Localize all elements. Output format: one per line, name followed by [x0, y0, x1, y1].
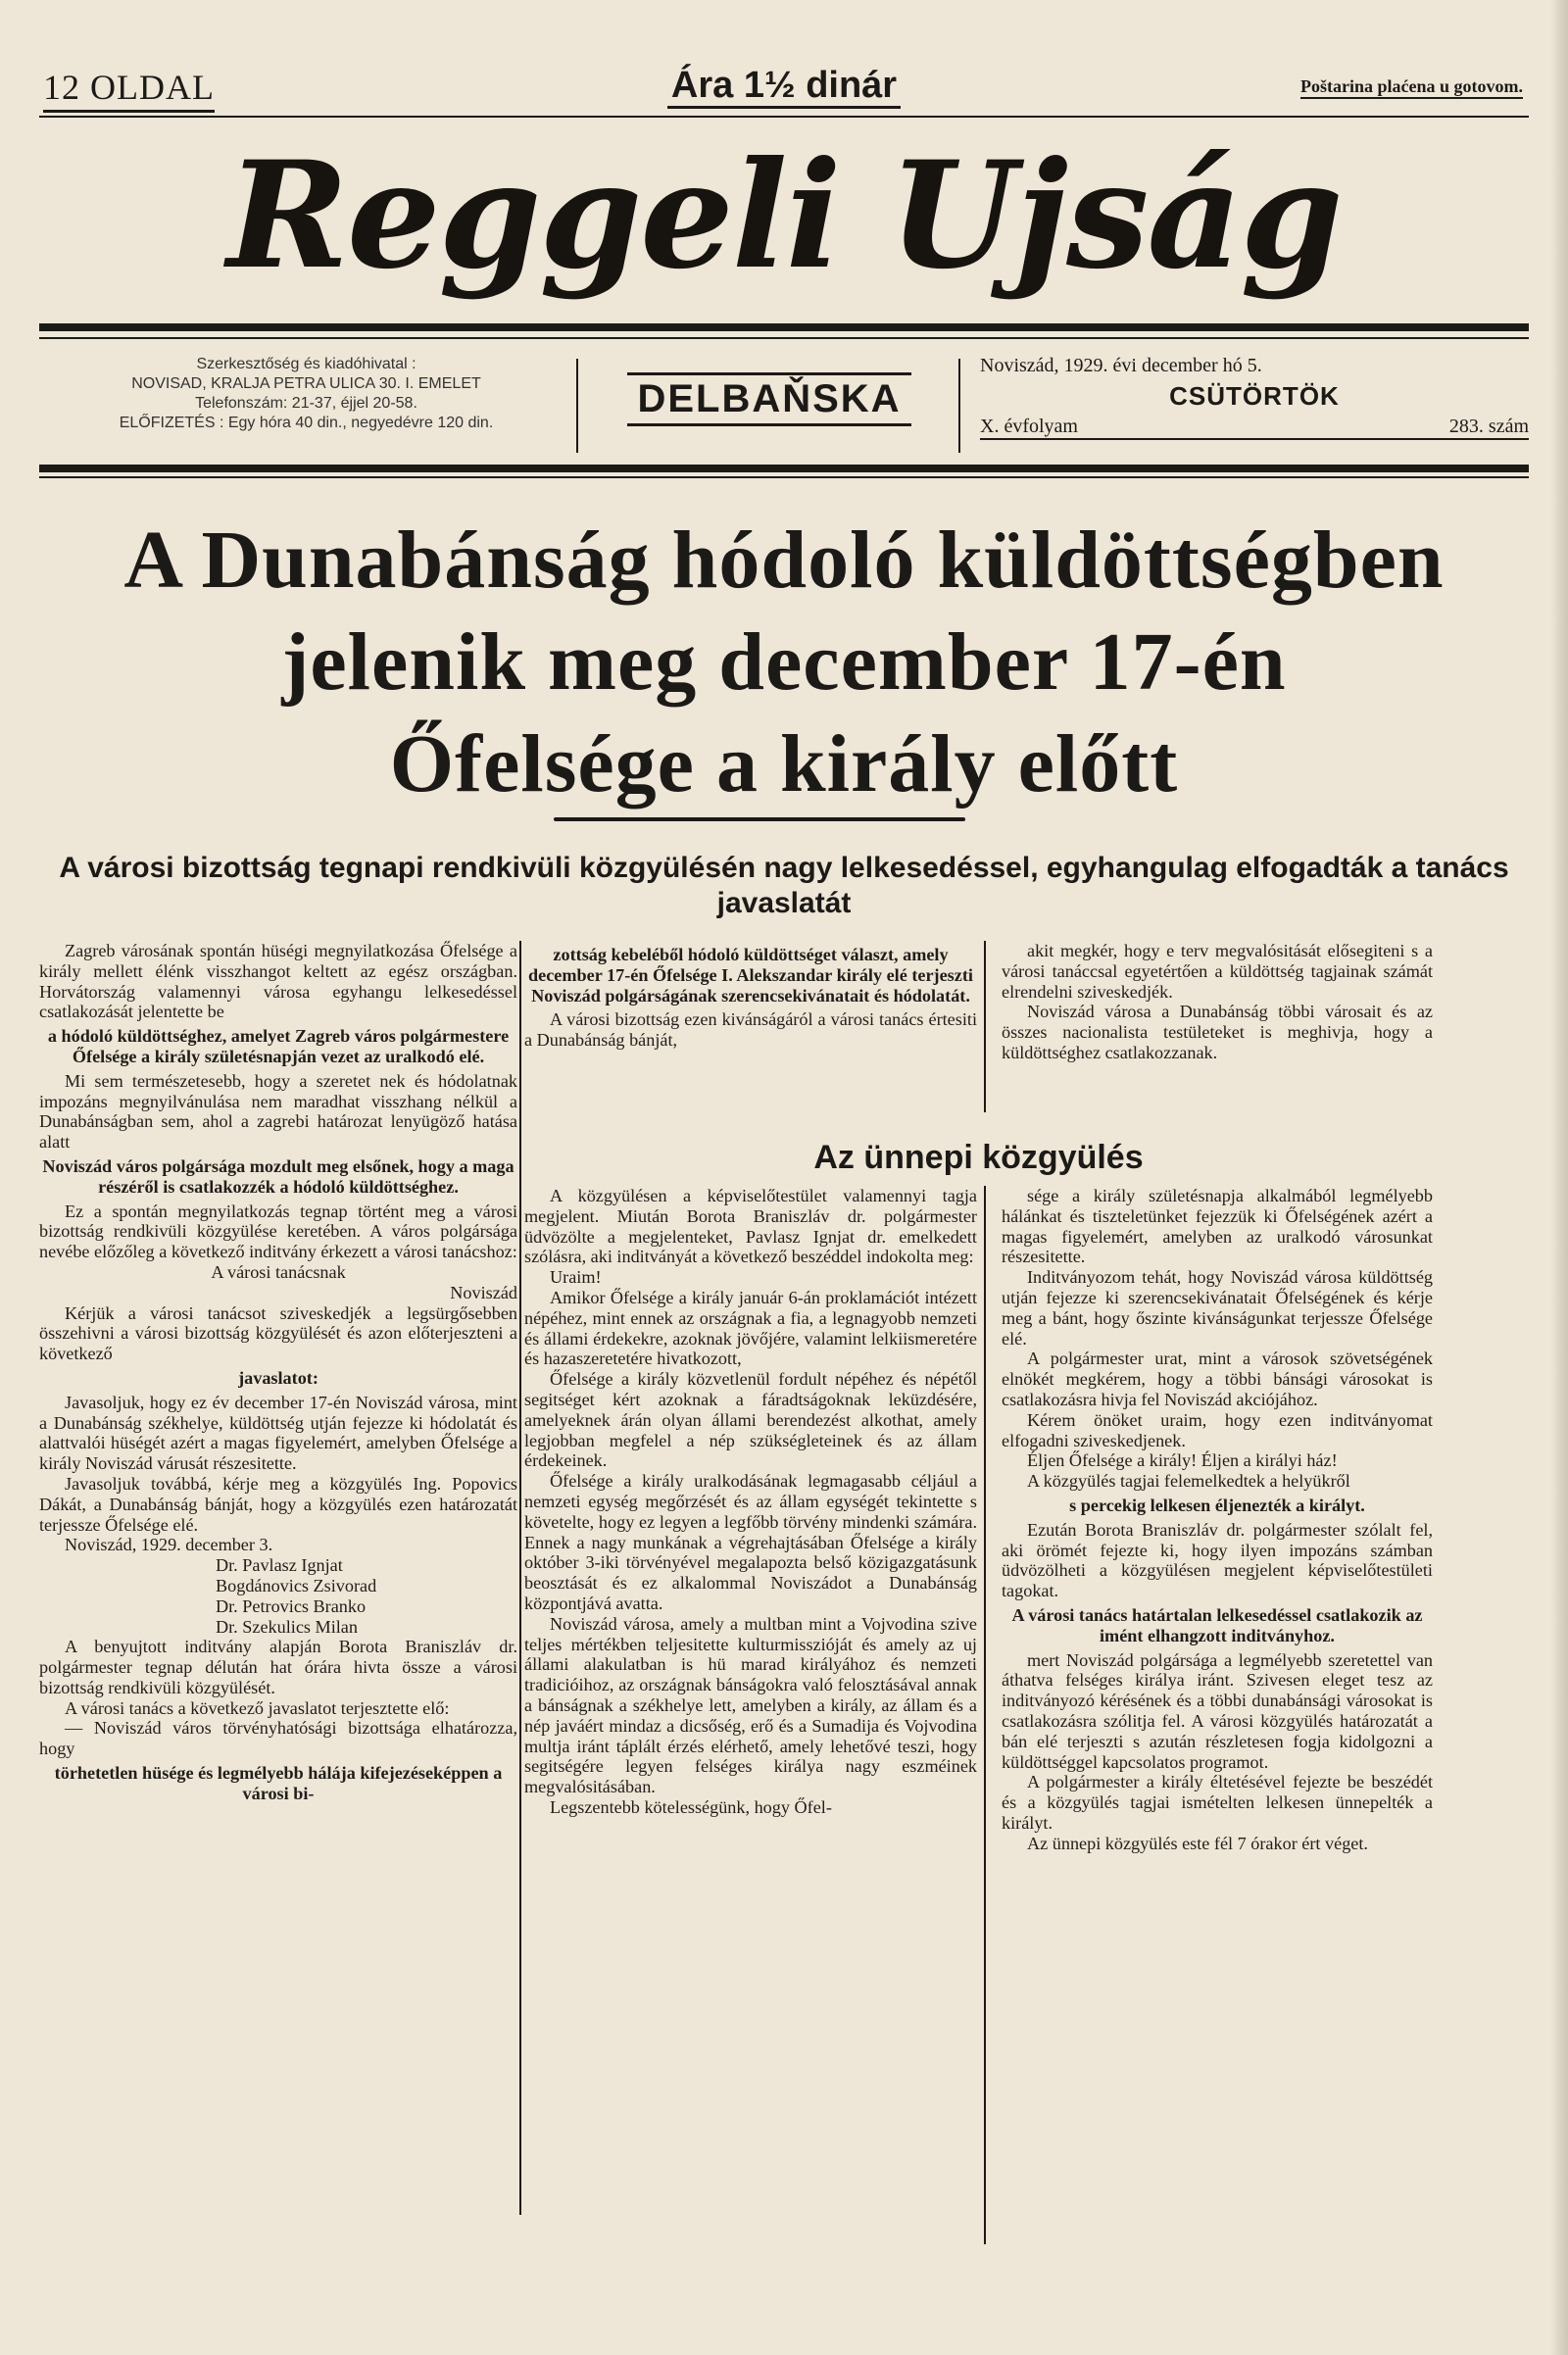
page-edge-shadow	[1550, 0, 1568, 2355]
divider	[39, 116, 1529, 118]
column-rule	[984, 941, 986, 1112]
divider	[576, 359, 578, 453]
weekday: CSÜTÖRTÖK	[1169, 381, 1340, 411]
subheadline: A városi bizottság tegnapi rendkivüli közgyülésén nagy lelkesedéssel, egyhangulag elfogadták a tanács javaslatát	[59, 852, 1509, 919]
headline-line: jelenik meg december 17-én	[281, 616, 1287, 708]
headline-line: A Dunabánság hódoló küldöttségben	[123, 515, 1445, 606]
page-number: 12 OLDAL	[43, 67, 215, 113]
article-column-3-top: akit megkér, hogy e terv megvalósitását elősegiteni s a városi tanáccsal egyetértően a küldöttség tagjainak számát elrendelni sziveskedjék. Noviszád városa a Dunabánság többi városait és az összes nacionalista testületeket is meghivja, hogy a küldöttséghez csatlakozzanak.	[1002, 941, 1433, 1062]
divider	[39, 337, 1529, 339]
headline	[39, 510, 1529, 815]
price: Ára 1½ dinár	[667, 65, 901, 109]
column-rule	[984, 1186, 986, 2244]
article-column-3-bottom: sége a király születésnapja alkalmából legmélyebb hálánkat és tiszteletünket fejezzük ki Őfelségének azért a magas figyelemért, amelyben az uralkodó városunkat részesitette. Inditványozom tehát, hogy Noviszád városa küldöttség utján fejezze ki szerencsekivánatait Őfelségének és kérje meg a bánt, hogy őszinte kivánságunkat terjessze Őfelsége elé. A polgármester urat, mint a városok szövetségének elnökét megkérem, hogy a többi bánsági városokat is csatlakozásra hivja fel Noviszád akciójához. Kérem önöket uraim, hogy ezen inditványomat elfogadni sziveskedjenek. Éljen Őfelsége a király! Éljen a királyi ház! A közgyülés tagjai felemelkedtek a helyükről s percekig lelkesen éljenezték a királyt. Ezután Borota Braniszláv dr. polgármester szólalt fel, aki örömét fejezte ki, hogy ilyen impozáns számban üdvözölheti a közgyülésen megjelent képviselőtestületi tagokat. A városi tanács határtalan lelkesedéssel csatlakozik az imént elhangzott inditványhoz. mert Noviszád polgársága a legmélyebb szeretettel van áthatva felséges királya iránt. Szivesen eleget tesz az inditványozó kérésének és a többi dunabánsági városokat is csatlakozásra szólitja fel. A városi közgyülés határozatát a bán elé terjeszti s azután részletesen fogja kidolgozni a küldöttséggel kapcsolatos programot. A polgármester a király éltetésével fejezte be beszédét és a közgyülés tagjai ismételten lelkesen ünnepelték a királyt. Az ünnepi közgyülés este fél 7 órakor ért véget.	[1002, 1186, 1433, 1853]
divider	[39, 323, 1529, 331]
article-column-2-top: zottság kebeléből hódoló küldöttséget választ, amely december 17-én Őfelsége I. Alekszandar király elé terjeszti Noviszád polgárságának szerencsekivánatait és hódolatát. A városi bizottság ezen kivánságáról a városi tanács értesiti a Dunabánság bánját,	[524, 945, 977, 1051]
divider	[39, 465, 1529, 472]
headline-divider	[554, 817, 965, 821]
masthead	[39, 127, 1529, 323]
issue-number: 283. szám	[1448, 416, 1529, 437]
section-heading: Az ünnepi közgyülés	[813, 1139, 1144, 1176]
volume: X. évfolyam	[980, 416, 1078, 437]
divider	[958, 359, 960, 453]
headline-line: Őfelsége a király előtt	[389, 718, 1179, 810]
info-band	[39, 355, 1529, 463]
top-strip	[39, 59, 1529, 108]
article-column-1: Zagreb városának spontán hüségi megnyilatkozása Őfelsége a király mellett élénk visszhangot keltett az egész országban. Horvátország valamennyi városa egyhangu lelkesedéssel csatlakozását jelentette be a hódoló küldöttséghez, amelyet Zagreb város polgármestere Őfelsége a király születésnapján vezet az uralkodó elé. Mi sem természetesebb, hogy a szeretet nek és hódolatnak impozáns megnyilvánulása nem maradhat visszhang nélkül a Dunabánságban sem, ahol a zagrebi határozat lenyügöző hatása alatt Noviszád város polgársága mozdult meg elsőnek, hogy a maga részéről is csatlakozzék a hódoló küldöttséghez. Ez a spontán megnyilatkozás tegnap történt meg a városi bizottság rendkivüli közgyülése keretében. A város polgársága nevébe előzőleg a következő inditvány érkezett a városi tanácshoz: A városi tanácsnak Noviszád Kérjük a városi tanácsot sziveskedjék a legsürgősebben összehivni a városi bizottság közgyülését és azon előterjeszteni a következő javaslatot: Javasoljuk, hogy ez év december 17-én Noviszád városa, mint a Dunabánság székhelye, küldöttség utján fejezze ki hódolatát és alattvalói hüségét azért a magas figyelemért, amelyben Őfelsége a király Noviszád várusát részesitette. Javasoljuk továbbá, kérje meg a közgyülés Ing. Popovics Dákát, a Dunabánság bánját, hogy a közgyülés ezen határozatát terjessze Őfelsége elé. Noviszád, 1929. december 3. Dr. Pavlasz Ignjat Bogdánovics Zsivorad Dr. Petrovics Branko Dr. Szekulics Milan A benyujtott inditvány alapján Borota Braniszláv dr. polgármester tegnap délután hat órára hivta össze a városi bizottság rendkivüli közgyülését. A városi tanács a következő javaslatot terjesztette elő: — Noviszád város törvényhatósági bizottsága elhatározza, hogy törhetetlen hüsége és legmélyebb hálája kifejezéseképpen a városi bi-	[39, 941, 517, 1803]
editorial-info: Szerkesztőség és kiadóhivatal : NOVISAD, KRALJA PETRA ULICA 30. I. EMELET Telefonszám: 21-37, éjjel 20-58. ELŐFIZETÉS : Egy hóra 40 din., negyedévre 120 din.	[119, 356, 494, 431]
city-date: Noviszád, 1929. évi december hó 5.	[980, 355, 1262, 376]
postage-note: Poštarina plaćena u gotovom.	[1300, 76, 1523, 99]
issue-info	[980, 355, 1529, 440]
column-rule	[519, 941, 521, 2215]
article-column-2-bottom: A közgyülésen a képviselőtestület valamennyi tagja megjelent. Miután Borota Braniszláv dr. polgármester üdvözölte a megjelenteket, Pavlasz Ignjat dr. emelkedett szólásra, aki inditványát a következő beszéddel indokolta meg: Uraim! Amikor Őfelsége a király január 6-án proklamációt intézett népéhez, mint ennek az országnak a fia, a legnagyobb nemzeti és állami érdekekre, azoknak jövőjére, valamint lelkiismeretére és hazaszeretetére hivatkozott, Őfelsége a király közvetlenül fordult népéhez és népétől segitséget kért azoknak a fáradtságoknak leküzdésére, amelyeknek árán olyan állami berendezést alkothat, amely legjobban megfelel a nép szükségleteinek és az állam érdekeinek. Őfelsége a király uralkodásának legmagasabb céljául a nemzeti egység megőrzését és az állam egységét tekintette s követelte, hogy ez legyen a legfőbb törvény mindenki számára. Ennek a nagy munkának a végrehajtásában Őfelsége a király október 3-iki törvényével megalapozta belső közigazgatásunk beosztását és ez alkalommal Noviszádot a Dunabánság központjává avatta. Noviszád városa, amely a multban mint a Vojvodina szive teljes mértékben teljesitette kulturmisszióját és amely az uj állami alakulatban is hü marad királyához és nemzeti tradicióihoz, az országnak bánságokra való felosztásával annak a bánságnak a székhelye lett, amelyben a király, az állam és a nép javáért mindaz a dicsőség, erő és a Sumadija és Vojvodina multja iránt táplált érzés elérhető, amely lehetővé teszi, hogy segitségére legyen felséges királya nagy eszméinek megvalósitásában. Legszentebb kötelességünk, hogy Őfel-	[524, 1186, 977, 1817]
bank-logo: DELBAŇSKA	[627, 372, 910, 426]
newspaper-title: Reggeli Ujság	[226, 129, 1342, 302]
divider	[39, 476, 1529, 478]
